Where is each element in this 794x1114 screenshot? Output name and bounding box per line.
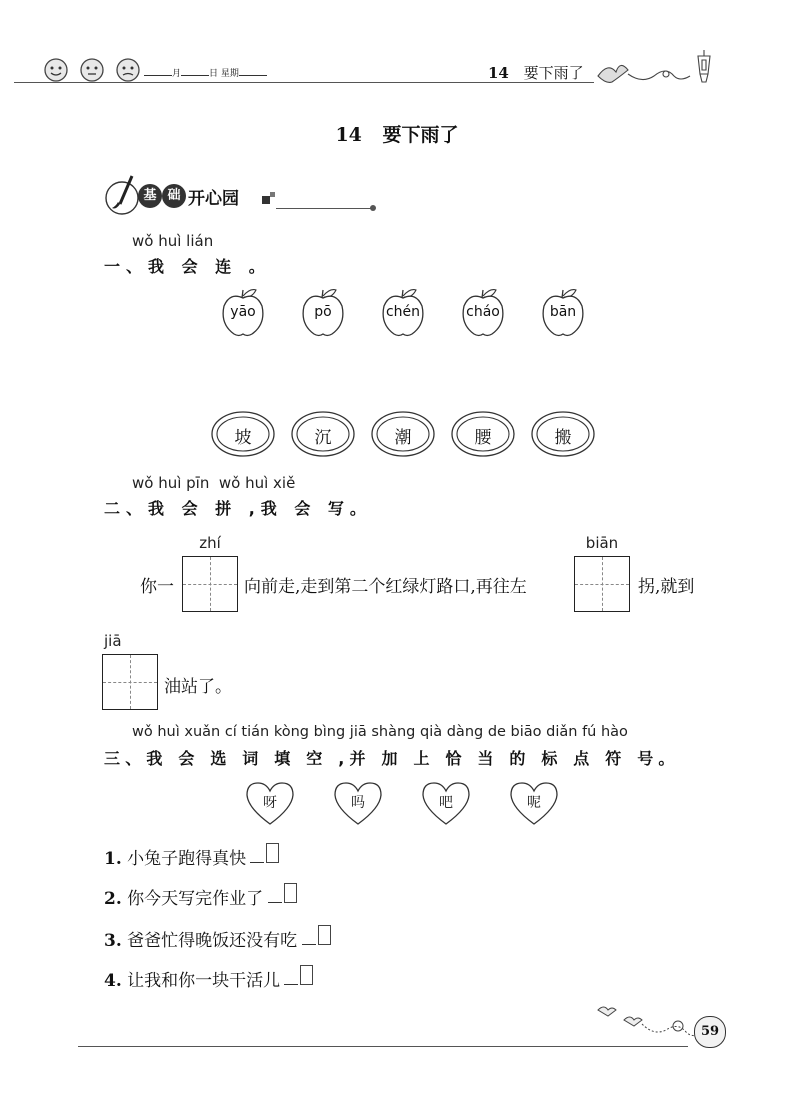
oval-char: 腰 — [474, 428, 492, 448]
box2-pinyin: biān — [585, 534, 619, 552]
heart-item[interactable] — [244, 780, 296, 828]
heart-item[interactable] — [332, 780, 384, 828]
date-weekday-label: 星期 — [220, 69, 239, 79]
q3-heading: 三、我 会 选 词 填 空 ,并 加 上 恰 当 的 标 点 符 号。 — [104, 749, 680, 768]
q2-pinyin: wǒ huì pīn wǒ huì xiě — [132, 474, 296, 492]
q2-text-b: 向前走,走到第二个红绿灯路口,再往左 — [244, 577, 527, 597]
banner-line-dot — [370, 205, 376, 211]
q2-text-a: 你一 — [140, 577, 174, 597]
item-text: 你今天写完作业了 — [127, 889, 264, 909]
page-title — [0, 120, 794, 147]
answer-box-2[interactable] — [284, 883, 297, 903]
q2-text-d: 油站了。 — [164, 677, 232, 697]
banner-squares-icon — [262, 196, 270, 204]
oval-item[interactable] — [210, 410, 276, 458]
section-banner-text: 开心园 — [188, 189, 239, 209]
oval-item[interactable] — [450, 410, 516, 458]
blank-line — [250, 862, 264, 863]
q3-item-3 — [104, 926, 297, 951]
section-banner — [102, 174, 382, 218]
writing-box-bian[interactable] — [574, 556, 630, 612]
writing-box-zhi[interactable] — [182, 556, 238, 612]
apple-item[interactable] — [220, 284, 266, 338]
heart-char: 吗 — [351, 795, 365, 811]
oval-item[interactable] — [370, 410, 436, 458]
apple-item[interactable] — [300, 284, 346, 338]
badge-ji: 基 — [138, 184, 162, 208]
item-text: 让我和你一块干活儿 — [127, 971, 281, 991]
item-number: 4. — [104, 971, 122, 991]
butterfly-lamp-decoration-icon — [594, 46, 724, 90]
answer-box-4[interactable] — [300, 965, 313, 985]
oval-item[interactable] — [530, 410, 596, 458]
item-number: 2. — [104, 889, 122, 909]
footer-birds-decoration-icon — [592, 1000, 702, 1044]
apple-label: cháo — [466, 304, 500, 320]
answer-box-1[interactable] — [266, 843, 279, 863]
apple-label: chén — [385, 304, 421, 320]
header-lesson-number: 14 — [488, 64, 509, 82]
apple-item[interactable] — [460, 284, 506, 338]
oval-item[interactable] — [290, 410, 356, 458]
item-number: 3. — [104, 931, 122, 951]
page-title-number: 14 — [335, 124, 362, 146]
q2-heading: 二、我 会 拼 ,我 会 写。 — [104, 499, 372, 518]
q3-item-1 — [104, 844, 246, 869]
heart-char: 呀 — [263, 795, 277, 811]
box3-pinyin: jiā — [104, 632, 122, 650]
apple-label: pō — [314, 304, 332, 320]
q2-text-c: 拐,就到 — [638, 577, 695, 597]
date-month-label: 月 — [172, 69, 182, 79]
apple-item[interactable] — [380, 284, 426, 338]
item-text: 小兔子跑得真快 — [127, 849, 247, 869]
oval-char: 搬 — [554, 428, 572, 448]
oval-char: 沉 — [314, 428, 332, 448]
heart-char: 吧 — [439, 795, 453, 811]
blank-line — [284, 984, 298, 985]
q1-pinyin: wǒ huì lián — [132, 232, 214, 250]
date-day-label: 日 — [209, 69, 219, 79]
item-text: 爸爸忙得晚饭还没有吃 — [127, 931, 298, 951]
apple-label: yāo — [230, 304, 256, 320]
oval-row — [0, 410, 794, 460]
q1-heading: 一、我 会 连 。 — [104, 257, 271, 276]
heart-item[interactable] — [508, 780, 560, 828]
q3-pinyin: wǒ huì xuǎn cí tián kòng bìng jiā shàng qià dàng de biāo diǎn fú hào — [132, 724, 628, 740]
banner-line — [276, 208, 374, 209]
oval-char: 潮 — [394, 428, 412, 448]
answer-box-3[interactable] — [318, 925, 331, 945]
apple-row — [0, 284, 794, 344]
page-title-text: 要下雨了 — [382, 124, 459, 146]
q3-item-4 — [104, 966, 280, 991]
apple-item[interactable] — [540, 284, 586, 338]
page-number-badge — [694, 1016, 726, 1048]
box1-pinyin: zhí — [199, 534, 221, 552]
heart-char: 呢 — [527, 795, 541, 811]
header-lesson-title: 要下雨了 — [523, 64, 584, 82]
header-lesson — [488, 62, 584, 83]
blank-line — [268, 902, 282, 903]
q3-item-2 — [104, 884, 263, 909]
badge-chu: 础 — [162, 184, 186, 208]
apple-label: bān — [549, 304, 577, 320]
blank-line — [302, 944, 316, 945]
oval-char: 坡 — [234, 428, 252, 448]
writing-box-jia[interactable] — [102, 654, 158, 710]
page-number: 59 — [700, 1024, 720, 1039]
item-number: 1. — [104, 849, 122, 869]
header-bar — [0, 40, 794, 90]
heart-item[interactable] — [420, 780, 472, 828]
footer-line — [78, 1046, 688, 1047]
heart-row — [0, 780, 794, 832]
